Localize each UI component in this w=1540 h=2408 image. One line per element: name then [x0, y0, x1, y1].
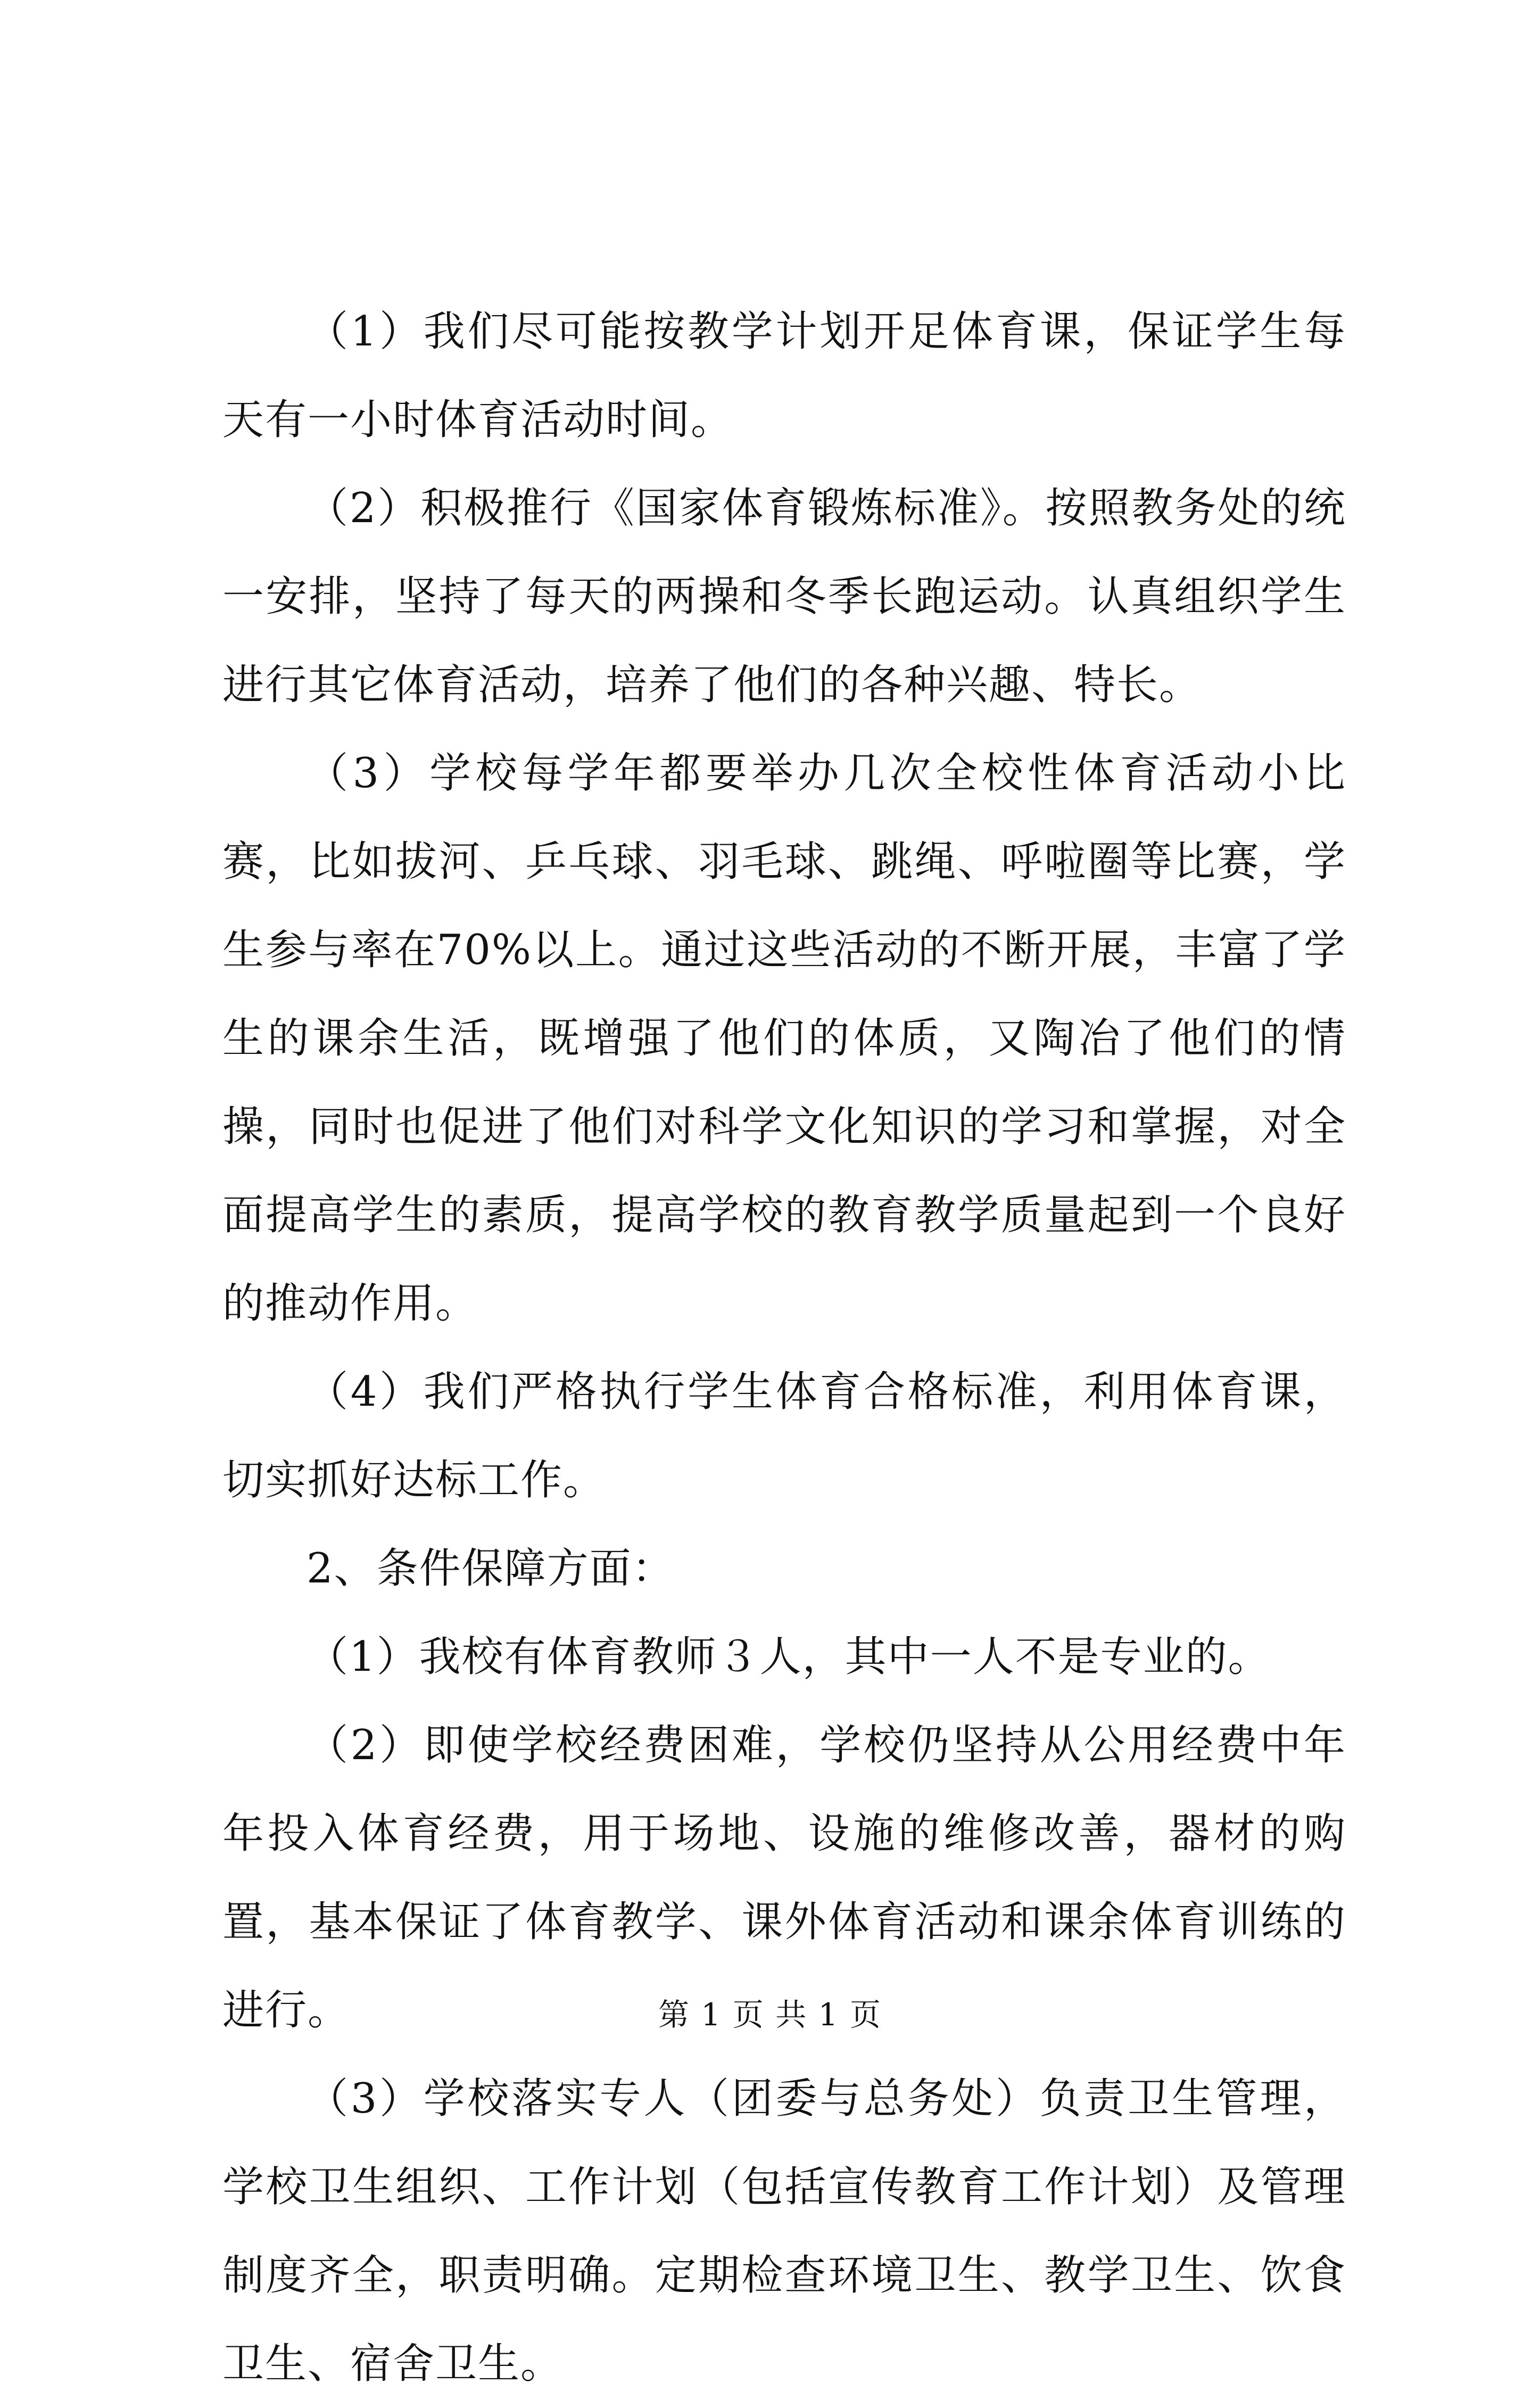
page-footer: 第 1 页 共 1 页: [658, 1997, 882, 2033]
paragraph-fitness-standard: （2）积极推行《国家体育锻炼标准》。按照教务处的统一安排，坚持了每天的两操和冬季长跑运动。认真组织学生进行其它体育活动，培养了他们的各种兴趣、特长。: [222, 484, 1346, 709]
paragraph-hygiene-management: （3）学校落实专人（团委与总务处）负责卫生管理，学校卫生组织、工作计划（包括宣传教育工作计划）及管理制度齐全，职责明确。定期检查环境卫生、教学卫生、饮食卫生、宿舍卫生。: [222, 2075, 1346, 2388]
paragraph-pe-funding: （2）即使学校经费困难，学校仍坚持从公用经费中年年投入体育经费，用于场地、设施的维修改善，器材的购置，基本保证了体育教学、课外体育活动和课余体育训练的进行。: [222, 1721, 1346, 2034]
document-body: [222, 287, 1346, 2408]
paragraph-school-competitions: （3）学校每学年都要举办几次全校性体育活动小比赛，比如拔河、乒乓球、羽毛球、跳绳、呼啦圈等比赛，学生参与率在70%以上。通过这些活动的不断开展，丰富了学生的课余生活，既增强了他们的体质，又陶冶了他们的情操，同时也促进了他们对科学文化知识的学习和掌握，对全面提高学生的素质，提高学校的教育教学质量起到一个良好的推动作用。: [222, 749, 1346, 1327]
paragraph-qualification-standard: （4）我们严格执行学生体育合格标准，利用体育课，切实抓好达标工作。: [222, 1368, 1346, 1504]
paragraph-pe-class-hours: （1）我们尽可能按教学计划开足体育课，保证学生每天有一小时体育活动时间。: [222, 308, 1346, 444]
section-heading-conditions: 2、条件保障方面：: [307, 1545, 675, 1593]
paragraph-pe-teachers: （1）我校有体育教师３人，其中一人不是专业的。: [307, 1633, 1271, 1681]
